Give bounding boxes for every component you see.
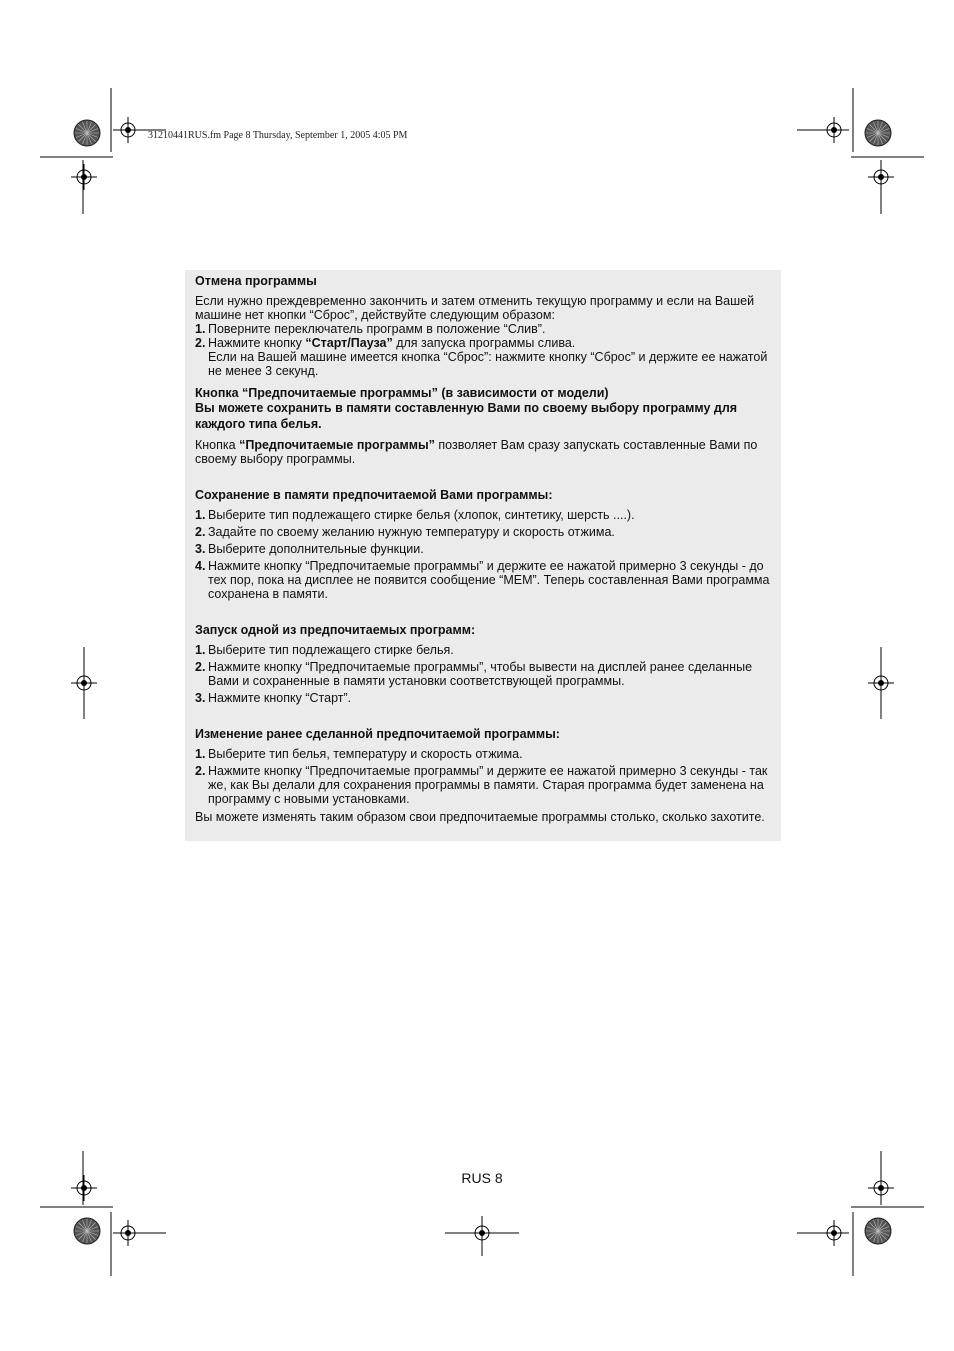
start-step-2 <box>195 660 771 688</box>
save-step-4 <box>195 559 771 601</box>
start-pause-label: “Старт/Пауза” <box>305 336 393 350</box>
save-step-1 <box>195 508 771 522</box>
step-number: 2. <box>195 660 206 674</box>
heading-start: Запуск одной из предпочитаемых программ: <box>195 623 476 637</box>
step-number: 2. <box>195 525 206 539</box>
step-text: Нажмите кнопку “Предпочитаемые программы”, чтобы вывести на дисплей ранее сделанные Вами и сохраненные в памяти установки соответствующей программы. <box>208 660 753 688</box>
heading-favorite: Кнопка “Предпочитаемые программы” (в зависимости от модели) <box>195 386 609 400</box>
favorite-desc <box>195 438 771 466</box>
step-text: Поверните переключатель программ в положение “Слив”. <box>208 322 546 336</box>
change-outro: Вы можете изменять таким образом свои предпочитаемые программы столько, сколько захотите. <box>195 810 765 824</box>
step-text: Выберите тип подлежащего стирке белья. <box>208 643 454 657</box>
save-step-2 <box>195 525 771 539</box>
step-text: Нажмите кнопку “Предпочитаемые программы” и держите ее нажатой примерно 3 секунды - до тех пор, пока на дисплее не появится сообщение “МЕМ”. Теперь составленная Вами программа сохранена в памяти. <box>208 559 770 601</box>
step-text-post: для запуска программы слива. <box>392 336 576 350</box>
desc-pre: Кнопка <box>195 438 240 452</box>
step-text: Выберите тип белья, температуру и скорость отжима. <box>208 747 523 761</box>
step-text: Выберите тип подлежащего стирке белья (хлопок, синтетику, шерсть ....). <box>208 508 635 522</box>
desc-post: позволяет Вам сразу запускать составленные Вами по своему выбору программы. <box>195 438 758 466</box>
step-number: 1. <box>195 747 206 761</box>
favorite-subheading: Вы можете сохранить в памяти составленную Вами по своему выбору программу для каждого типа белья. <box>195 401 738 431</box>
step-text: Нажмите кнопку “Старт”. <box>208 691 352 705</box>
cancel-intro: Если нужно преждевременно закончить и затем отменить текущую программу и если на Вашей машине нет кнопки “Сброс”, действуйте следующим образом: <box>195 294 755 322</box>
cancel-reset-note: Если на Вашей машине имеется кнопка “Сброс”: нажмите кнопку “Сброс” и держите ее нажатой не менее 3 секунд. <box>208 350 768 378</box>
heading-change: Изменение ранее сделанной предпочитаемой программы: <box>195 727 560 741</box>
save-step-3 <box>195 542 771 556</box>
file-info-header: 31210441RUS.fm Page 8 Thursday, September 1, 2005 4:05 PM <box>148 130 408 141</box>
cancel-step-2 <box>195 336 771 350</box>
step-text: Выберите дополнительные функции. <box>208 542 424 556</box>
page-number: RUS 8 <box>461 1170 503 1186</box>
start-step-3 <box>195 691 771 705</box>
start-step-1 <box>195 643 771 657</box>
step-text: Задайте по своему желанию нужную температуру и скорость отжима. <box>208 525 615 539</box>
heading-save: Сохранение в памяти предпочитаемой Вами программы: <box>195 488 553 502</box>
step-number: 3. <box>195 542 206 556</box>
step-number: 4. <box>195 559 206 573</box>
cancel-step-1 <box>195 322 771 336</box>
step-number: 1. <box>195 322 206 336</box>
step-number: 3. <box>195 691 206 705</box>
step-text: Нажмите кнопку “Предпочитаемые программы” и держите ее нажатой примерно 3 секунды - так же, как Вы делали для сохранения программы в памяти. Старая программа будет заменена на программу с новыми установками. <box>208 764 768 806</box>
step-number: 1. <box>195 643 206 657</box>
step-number: 2. <box>195 764 206 778</box>
favorite-button-label: “Предпочитаемые программы” <box>239 438 435 452</box>
heading-cancel: Отмена программы <box>195 274 317 288</box>
step-number: 1. <box>195 508 206 522</box>
step-text <box>208 336 575 350</box>
step-text-pre: Нажмите кнопку <box>208 336 306 350</box>
change-step-1 <box>195 747 771 761</box>
content-panel <box>185 270 781 841</box>
change-step-2 <box>195 764 771 806</box>
step-number: 2. <box>195 336 206 350</box>
